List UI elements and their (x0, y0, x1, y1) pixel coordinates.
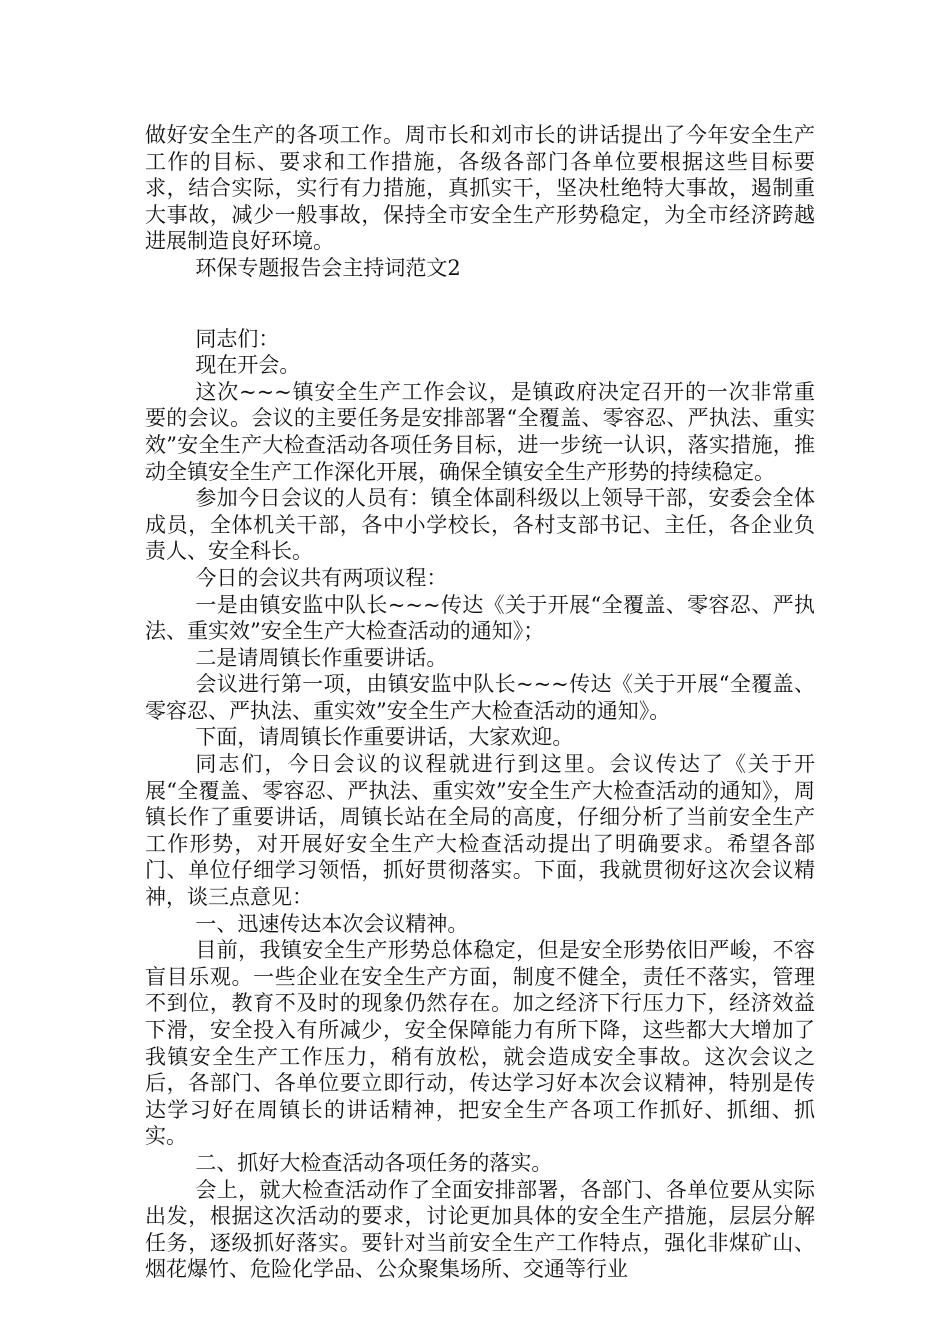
paragraph-point-2-body: 会上，就大检查活动作了全面安排部署，各部门、各单位要从实际出发，根据这次活动的要求，讨论更加具体的安全生产措施，层层分解任务，逐级抓好落实。要针对当前安全生产工作特点，强化非煤矿山、烟花爆竹、危险化学品、公众聚集场所、交通等行业 (145, 1177, 815, 1282)
paragraph-first-item: 会议进行第一项，由镇安监中队长~~~传达《关于开展“全覆盖、零容忍、严执法、重实效”安全生产大检查活动的通知》。 (145, 672, 815, 723)
paragraph-summary: 同志们，今日会议的议程就进行到这里。会议传达了《关于开展“全覆盖、零容忍、严执法、重实效”安全生产大检查活动的通知》，周镇长作了重要讲话，周镇长站在全局的高度，仔细分析了当前安全生产工作形势，对开展好安全生产大检查活动提出了明确要求。希望各部门、单位仔细学习领悟，抓好贯彻落实。下面，我就贯彻好这次会议精神，谈三点意见： (145, 752, 815, 910)
section-title: 环保专题报告会主持词范文2 (195, 255, 461, 280)
heading-point-2: 二、抓好大检查活动各项任务的落实。 (195, 1150, 553, 1175)
blank-spacer (145, 282, 815, 326)
paragraph-salutation: 同志们： (195, 326, 280, 351)
intro-paragraph: 做好安全生产的各项工作。周市长和刘市长的讲话提出了今年安全生产工作的目标、要求和工作措施，各级各部门各单位要根据这些目标要求，结合实际，实行有力措施，真抓实干，坚决杜绝特大事故，遏制重大事故，减少一般事故，保持全市安全生产形势稳定，为全市经济跨越进展制造良好环境。 (145, 123, 815, 254)
paragraph-agenda-item-2: 二是请周镇长作重要讲话。 (195, 645, 448, 670)
paragraph-welcome-speech: 下面，请周镇长作重要讲话，大家欢迎。 (195, 725, 574, 750)
heading-point-1: 一、迅速传达本次会议精神。 (195, 911, 469, 936)
paragraph-point-1-body: 目前，我镇安全生产形势总体稳定，但是安全形势依旧严峻，不容盲目乐观。一些企业在安全生产方面，制度不健全，责任不落实，管理不到位，教育不及时的现象仍然存在。加之经济下行压力下，经济效益下滑，安全投入有所减少，安全保障能力有所下降，这些都大大增加了我镇安全生产工作压力，稍有放松，就会造成安全事故。这次会议之后，各部门、各单位要立即行动，传达学习好本次会议精神，特别是传达学习好在周镇长的讲话精神，把安全生产各项工作抓好、抓细、抓实。 (145, 938, 815, 1149)
paragraph-agenda-item-1: 一是由镇安监中队长~~~传达《关于开展“全覆盖、零容忍、严执法、重实效”安全生产大检查活动的通知》； (145, 592, 815, 644)
paragraph-meeting-purpose: 这次~~~镇安全生产工作会议，是镇政府决定召开的一次非常重要的会议。会议的主要任务是安排部署“全覆盖、零容忍、严执法、重实效”安全生产大检查活动各项任务目标，进一步统一认识，落实措施，推动全镇安全生产工作深化开展，确保全镇安全生产形势的持续稳定。 (145, 379, 815, 484)
paragraph-attendees: 参加今日会议的人员有：镇全体副科级以上领导干部，安委会全体成员，全体机关干部，各中小学校长，各村支部书记、主任，各企业负责人、安全科长。 (145, 486, 815, 564)
paragraph-opening: 现在开会。 (195, 353, 301, 378)
document-body (145, 122, 815, 1283)
paragraph-agenda-intro: 今日的会议共有两项议程： (195, 565, 448, 590)
